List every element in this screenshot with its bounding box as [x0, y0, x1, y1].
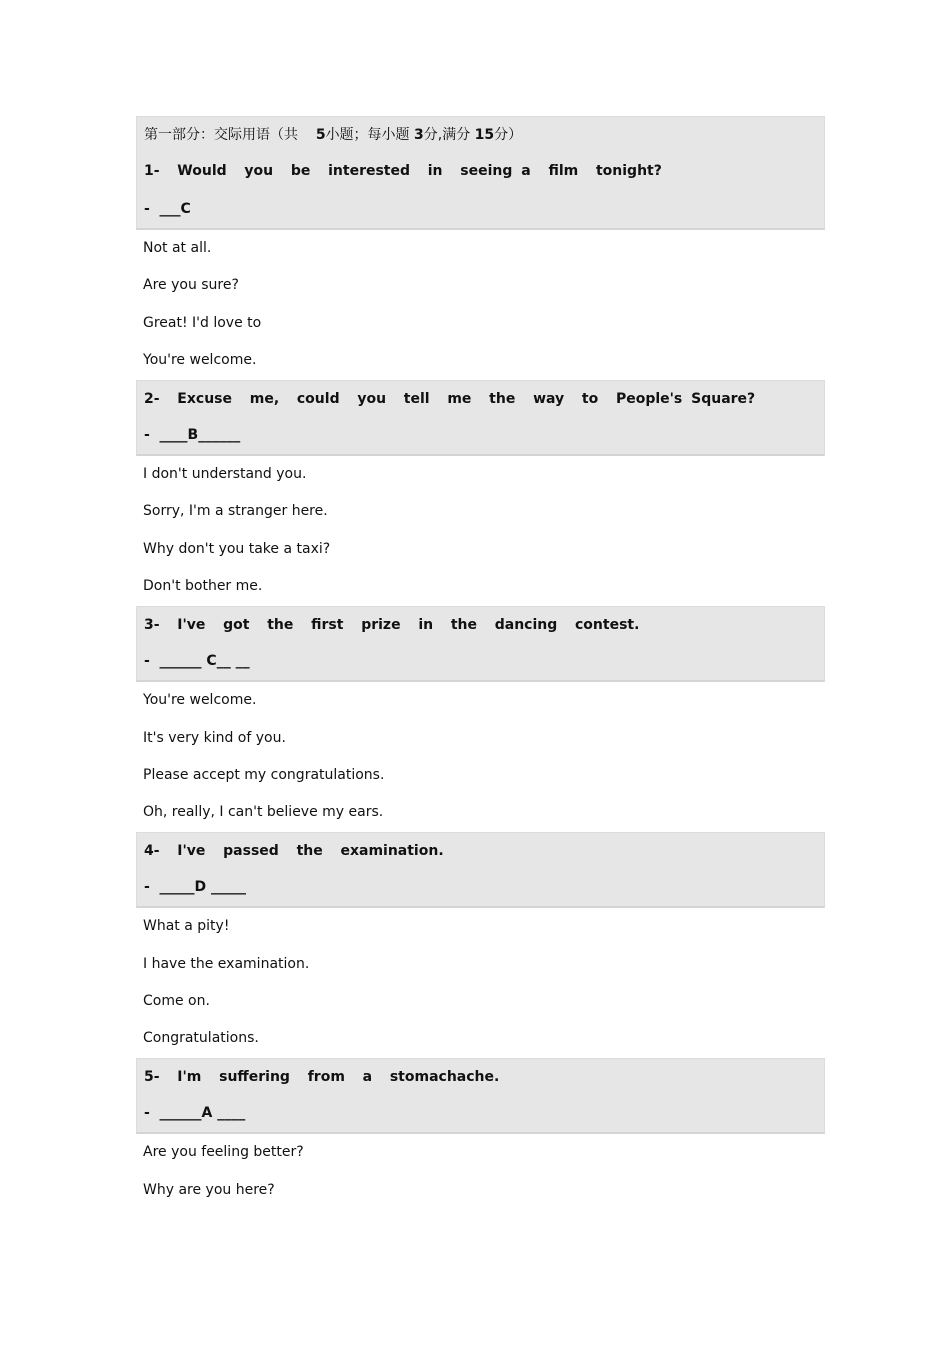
question-prompt: 1- Would you be interested in seeing a film tonight? — [144, 163, 662, 179]
option-item: What a pity! — [143, 918, 230, 935]
section-title: 第一部分：交际用语（共 5小题；每小题 3分,满分 15分） — [144, 127, 523, 143]
option-item: Are you feeling better? — [143, 1144, 304, 1161]
question-block-5 — [136, 1058, 825, 1135]
question-prompt: 5- I'm suffering from a stomachache. — [144, 1068, 500, 1085]
answer-blank: - ______ C__ __ — [144, 652, 250, 669]
answer-blank: - _____D _____ — [144, 878, 247, 895]
question-prompt: 2- Excuse me, could you tell me the way to People's Square? — [144, 390, 756, 407]
option-item: Great! I'd love to — [143, 314, 262, 331]
question-prompt: 4- I've passed the examination. — [144, 842, 444, 859]
answer-blank: - ____B______ — [144, 426, 241, 443]
option-item: Why don't you take a taxi? — [143, 540, 331, 557]
answer-blank: - ______A ____ — [144, 1104, 246, 1121]
exam-page — [136, 116, 825, 1209]
option-item: I don't understand you. — [143, 466, 307, 483]
question-block-2 — [136, 380, 825, 457]
option-item: Are you sure? — [143, 277, 239, 294]
option-item: You're welcome. — [143, 352, 257, 369]
option-item: Oh, really, I can't believe my ears. — [143, 804, 384, 821]
option-item: Don't bother me. — [143, 578, 263, 595]
option-item: Please accept my congratulations. — [143, 766, 385, 783]
option-item: You're welcome. — [143, 692, 257, 709]
answer-blank: - ___C — [144, 200, 191, 217]
question-prompt: 3- I've got the first prize in the dancing contest. — [144, 616, 640, 633]
question-block-3 — [136, 606, 825, 683]
question-block-4 — [136, 832, 825, 909]
option-item: Why are you here? — [143, 1181, 275, 1198]
option-item: Congratulations. — [143, 1030, 259, 1047]
option-item: It's very kind of you. — [143, 729, 286, 746]
option-item: I have the examination. — [143, 955, 310, 972]
option-item: Come on. — [143, 992, 210, 1009]
option-item: Not at all. — [143, 240, 212, 256]
option-item: Sorry, I'm a stranger here. — [143, 503, 328, 520]
question-block-1 — [136, 116, 825, 230]
